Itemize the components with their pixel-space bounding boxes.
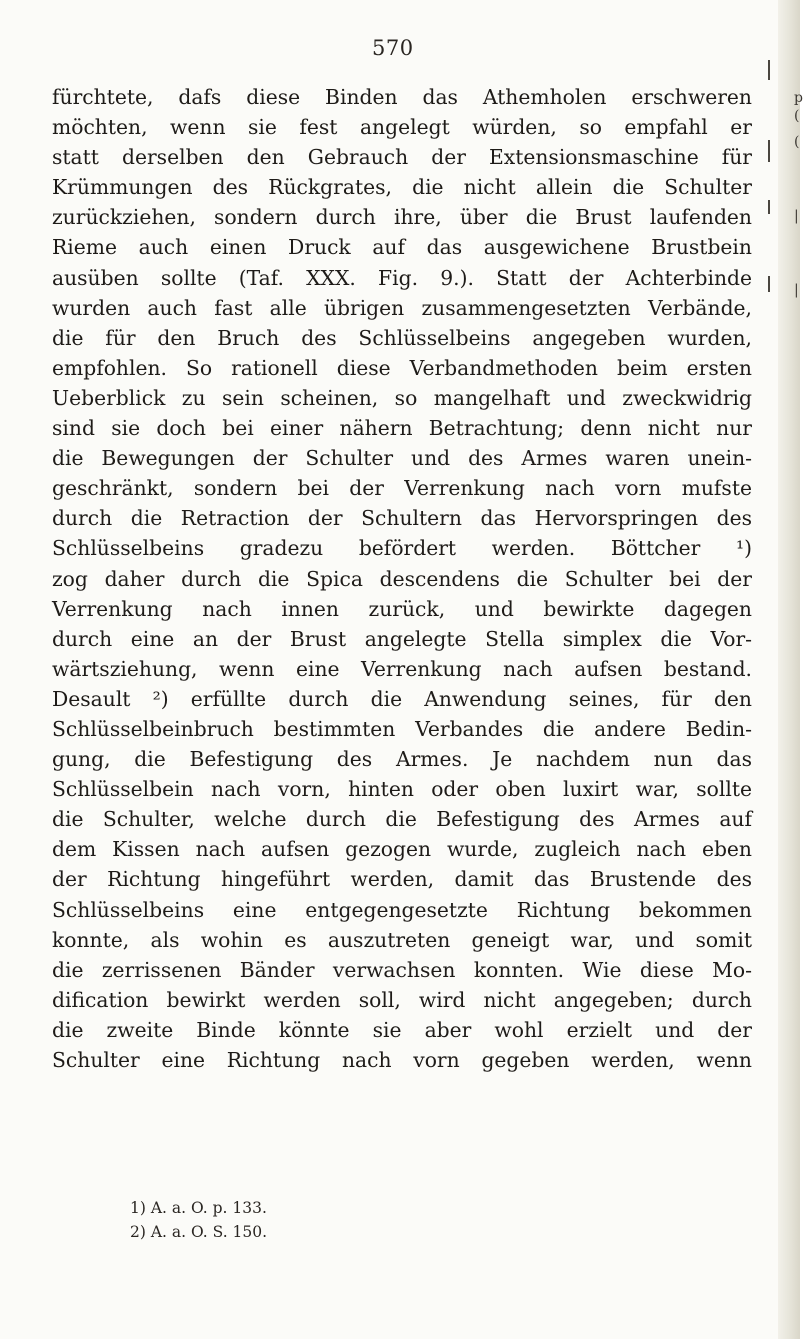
page-edge-mark bbox=[768, 140, 770, 162]
edge-letter: ( bbox=[794, 134, 800, 150]
text-line: dem Kissen nach aufsen gezogen wurde, zugleich nach eben bbox=[52, 837, 752, 862]
text-line: die für den Bruch des Schlüsselbeins angegeben wurden, bbox=[52, 325, 752, 350]
text-line: Schlüsselbeinbruch bestimmten Verbandes die andere Bedin- bbox=[52, 716, 752, 741]
text-line: Schlüsselbein nach vorn, hinten oder oben luxirt war, sollte bbox=[52, 777, 752, 802]
page-edge-mark bbox=[768, 276, 770, 292]
footnote: 1) A. a. O. p. 133. bbox=[130, 1199, 267, 1217]
text-line: der Richtung hingeführt werden, damit das Brustende des bbox=[52, 867, 752, 892]
text-line: die zerrissenen Bänder verwachsen konnten. Wie diese Mo- bbox=[52, 957, 752, 982]
text-line: möchten, wenn sie fest angelegt würden, so empfahl er bbox=[52, 115, 752, 140]
text-line: Rieme auch einen Druck auf das ausgewichene Brustbein bbox=[52, 235, 752, 260]
text-line: Schulter eine Richtung nach vorn gegeben werden, wenn bbox=[52, 1048, 752, 1072]
text-line: Krümmungen des Rückgrates, die nicht allein die Schulter bbox=[52, 175, 752, 200]
footnote: 2) A. a. O. S. 150. bbox=[130, 1223, 268, 1241]
text-line: Schlüsselbeins gradezu befördert werden. Böttcher ¹) bbox=[52, 536, 752, 561]
text-line: durch eine an der Brust angelegte Stella simplex die Vor- bbox=[52, 626, 752, 651]
text-line: Ueberblick zu sein scheinen, so mangelhaft und zweckwidrig bbox=[52, 385, 752, 410]
page-edge-mark bbox=[768, 200, 770, 214]
edge-letter: ( bbox=[794, 108, 800, 124]
text-line: wurden auch fast alle übrigen zusammengesetzten Verbände, bbox=[52, 295, 752, 320]
text-line: fürchtete, dafs diese Binden das Athemholen erschweren bbox=[52, 85, 752, 109]
edge-letter: | bbox=[794, 208, 799, 224]
text-line: ausüben sollte (Taf. XXX. Fig. 9.). Statt der Achterbinde bbox=[52, 265, 752, 290]
text-line: durch die Retraction der Schultern das Hervorspringen des bbox=[52, 506, 752, 531]
text-line: statt derselben den Gebrauch der Extensionsmaschine für bbox=[52, 145, 752, 170]
text-line: Schlüsselbeins eine entgegengesetzte Richtung bekommen bbox=[52, 897, 752, 922]
text-line: geschränkt, sondern bei der Verrenkung nach vorn mufste bbox=[52, 476, 752, 501]
text-line: Desault ²) erfüllte durch die Anwendung seines, für den bbox=[52, 686, 752, 711]
edge-letter: | bbox=[794, 282, 799, 298]
text-line: wärtsziehung, wenn eine Verrenkung nach aufsen bestand. bbox=[52, 656, 752, 681]
text-line: die Schulter, welche durch die Befestigung des Armes auf bbox=[52, 807, 752, 832]
text-line: Verrenkung nach innen zurück, und bewirkte dagegen bbox=[52, 596, 752, 621]
text-line: dification bewirkt werden soll, wird nicht angegeben; durch bbox=[52, 987, 752, 1012]
text-line: empfohlen. So rationell diese Verbandmethoden beim ersten bbox=[52, 355, 752, 380]
text-line: die Bewegungen der Schulter und des Armes waren unein- bbox=[52, 446, 752, 471]
body-text bbox=[52, 82, 752, 1075]
text-line: zurückziehen, sondern durch ihre, über die Brust laufenden bbox=[52, 205, 752, 230]
page-number: 570 bbox=[372, 36, 414, 60]
text-line: zog daher durch die Spica descendens die Schulter bei der bbox=[52, 566, 752, 591]
page-edge-shadow bbox=[778, 0, 803, 1339]
text-line: gung, die Befestigung des Armes. Je nachdem nun das bbox=[52, 747, 752, 772]
footnotes bbox=[130, 1196, 430, 1244]
edge-letter: p bbox=[794, 90, 803, 106]
text-line: sind sie doch bei einer nähern Betrachtung; denn nicht nur bbox=[52, 416, 752, 441]
page-edge-mark bbox=[768, 60, 770, 80]
text-line: die zweite Binde könnte sie aber wohl erzielt und der bbox=[52, 1017, 752, 1042]
text-line: konnte, als wohin es auszutreten geneigt war, und somit bbox=[52, 927, 752, 952]
